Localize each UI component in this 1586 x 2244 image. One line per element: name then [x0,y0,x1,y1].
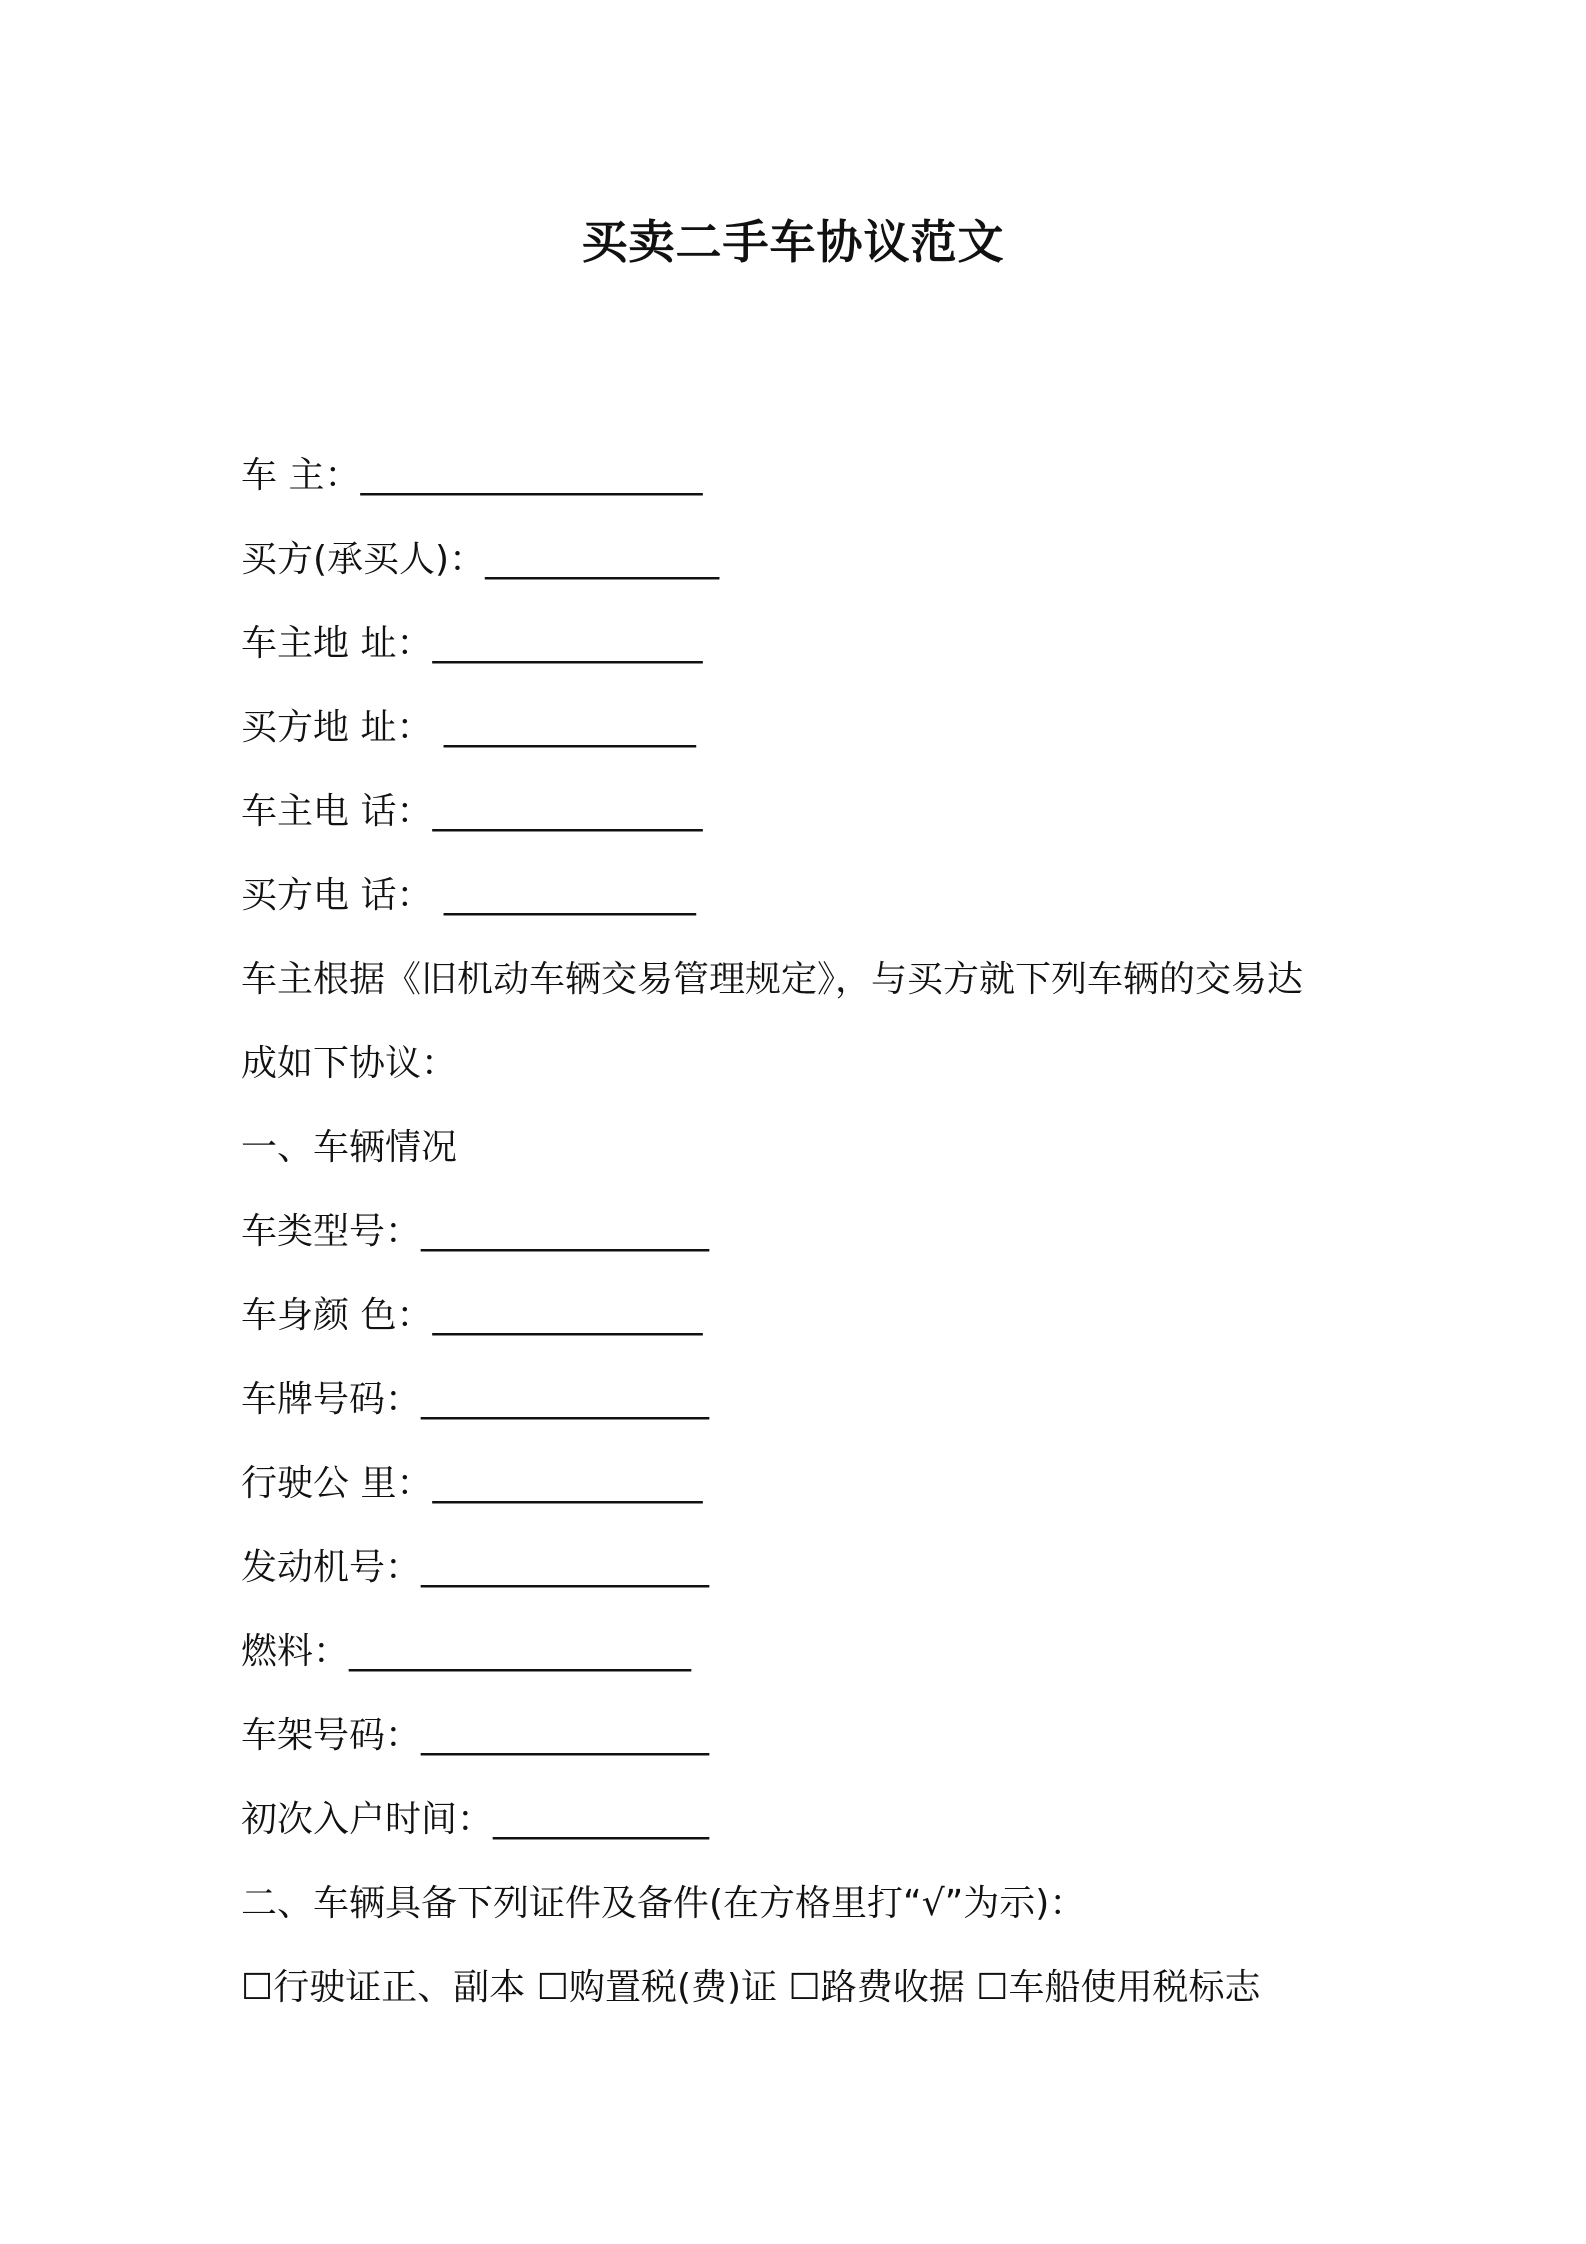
buyer-phone-line: 买方电 话： ______________ [241,875,696,916]
frame-number-line: 车架号码：________________ [241,1715,710,1756]
engine-number-line: 发动机号：________________ [241,1547,710,1588]
owner-line: 车 主：___________________ [241,455,703,496]
buyer-line: 买方(承买人)：_____________ [241,539,720,580]
fuel-line: 燃料：___________________ [241,1631,692,1672]
agreement-intro-continued: 成如下协议： [241,1043,458,1084]
owner-phone-line: 车主电 话：_______________ [241,791,703,832]
vehicle-model-line: 车类型号：________________ [241,1211,710,1252]
buyer-address-line: 买方地 址： ______________ [241,707,696,748]
section-documents-heading: 二、车辆具备下列证件及备件(在方格里打“√”为示)： [241,1883,1086,1924]
section-vehicle-heading: 一、车辆情况 [241,1127,458,1168]
plate-number-line: 车牌号码：________________ [241,1379,710,1420]
mileage-line: 行驶公 里：_______________ [241,1463,703,1504]
vehicle-color-line: 车身颜 色：_______________ [241,1295,703,1336]
agreement-intro-line: 车主根据《旧机动车辆交易管理规定》，与买方就下列车辆的交易达 [241,959,1304,1000]
owner-address-line: 车主地 址：_______________ [241,623,703,664]
document-title: 买卖二手车协议范文 [581,215,1005,269]
documents-checklist-line: ☐行驶证正、副本 ☐购置税(费)证 ☐路费收据 ☐车船使用税标志 [241,1967,1261,2008]
first-registration-line: 初次入户时间：____________ [241,1799,710,1840]
